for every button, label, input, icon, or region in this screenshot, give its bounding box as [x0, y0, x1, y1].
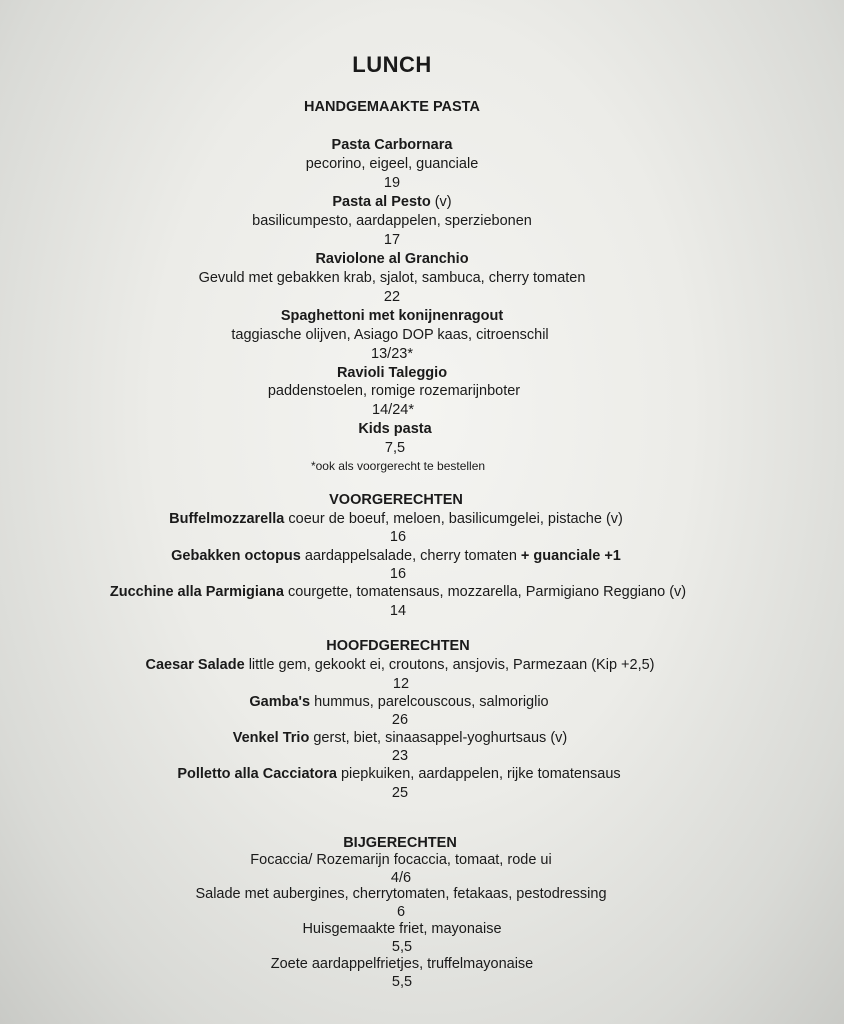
dish-row — [177, 765, 620, 783]
dish-description: Gevuld met gebakken krab, sjalot, sambuca, cherry tomaten — [198, 270, 586, 286]
dish-extra: + guanciale +1 — [520, 548, 621, 564]
dish-name: Ravioli Taleggio — [336, 365, 448, 381]
menu-title: LUNCH — [352, 52, 432, 77]
dish-row — [233, 729, 568, 747]
dish-name: Gebakken octopus — [171, 548, 301, 564]
dish-name: Pasta al Pesto — [332, 194, 431, 210]
dish-price: 19 — [383, 175, 401, 191]
dish-price: 26 — [391, 712, 409, 728]
dish-row — [249, 693, 548, 711]
dish-description: courgette, tomatensaus, mozzarella, Parmigiano Reggiano (v) — [287, 584, 687, 600]
dish-price: 16 — [389, 529, 407, 545]
dish-name: Zucchine alla Parmigiana — [109, 584, 284, 600]
dish-name: Venkel Trio — [232, 730, 310, 746]
dish-row — [146, 656, 655, 674]
dish-description: gerst, biet, sinaasappel-yoghurtsaus (v) — [313, 730, 568, 746]
dish-name: Kids pasta — [358, 421, 432, 437]
dish-price: 7,5 — [384, 440, 406, 456]
vegetarian-mark: (v) — [434, 194, 452, 210]
dish-price: 14/24* — [372, 402, 414, 418]
side-dish-price: 4/6 — [390, 870, 412, 886]
dish-name: Pasta Carbornara — [331, 137, 453, 153]
dish-description: pecorino, eigeel, guanciale — [305, 156, 479, 172]
dish-row — [169, 510, 623, 528]
dish-description: aardappelsalade, cherry tomaten — [304, 548, 517, 564]
dish-name: Gamba's — [249, 694, 311, 710]
dish-price: 22 — [383, 289, 401, 305]
side-dish-price: 5,5 — [391, 939, 413, 955]
dish-price: 14 — [389, 603, 407, 619]
dish-description: basilicumpesto, aardappelen, sperziebonen — [252, 213, 532, 229]
dish-price: 23 — [391, 748, 409, 764]
footnote: *ook als voorgerecht te bestellen — [310, 459, 486, 473]
section-heading-pasta: HANDGEMAAKTE PASTA — [304, 99, 480, 115]
side-dish-description: Zoete aardappelfrietjes, truffelmayonaise — [270, 956, 534, 972]
dish-description: hummus, parelcouscous, salmoriglio — [314, 694, 549, 710]
dish-row — [171, 547, 621, 565]
dish-name: Caesar Salade — [145, 657, 245, 673]
dish-price: 17 — [383, 232, 401, 248]
dish-name: Polletto alla Cacciatora — [177, 766, 337, 782]
side-dish-description: Huisgemaakte friet, mayonaise — [302, 921, 502, 937]
side-dish-description: Focaccia/ Rozemarijn focaccia, tomaat, rode ui — [250, 852, 552, 868]
section-heading-bijgerechten: BIJGERECHTEN — [343, 835, 457, 851]
dish-description: piepkuiken, aardappelen, rijke tomatensaus — [340, 766, 621, 782]
dish-description: taggiasche olijven, Asiago DOP kaas, citroenschil — [231, 327, 549, 343]
section-heading-voorgerechten: VOORGERECHTEN — [329, 492, 463, 508]
dish-description: little gem, gekookt ei, croutons, ansjovis, Parmezaan (Kip +2,5) — [248, 657, 655, 673]
side-dish-description: Salade met aubergines, cherrytomaten, fetakaas, pestodressing — [195, 886, 607, 902]
dish-name: Raviolone al Granchio — [315, 251, 469, 267]
dish-price: 16 — [389, 566, 407, 582]
section-heading-hoofdgerechten: HOOFDGERECHTEN — [326, 638, 470, 654]
dish-name: Spaghettoni met konijnenragout — [280, 308, 504, 324]
side-dish-price: 5,5 — [391, 974, 413, 990]
dish-row — [110, 583, 686, 601]
side-dish-price: 6 — [396, 904, 406, 920]
dish-price: 12 — [392, 676, 410, 692]
dish-name: Buffelmozzarella — [169, 511, 285, 527]
dish-title-row — [332, 193, 451, 211]
dish-price: 25 — [391, 785, 409, 801]
dish-price: 13/23* — [371, 346, 413, 362]
dish-description: paddenstoelen, romige rozemarijnboter — [267, 383, 521, 399]
dish-description: coeur de boeuf, meloen, basilicumgelei, pistache (v) — [288, 511, 623, 527]
